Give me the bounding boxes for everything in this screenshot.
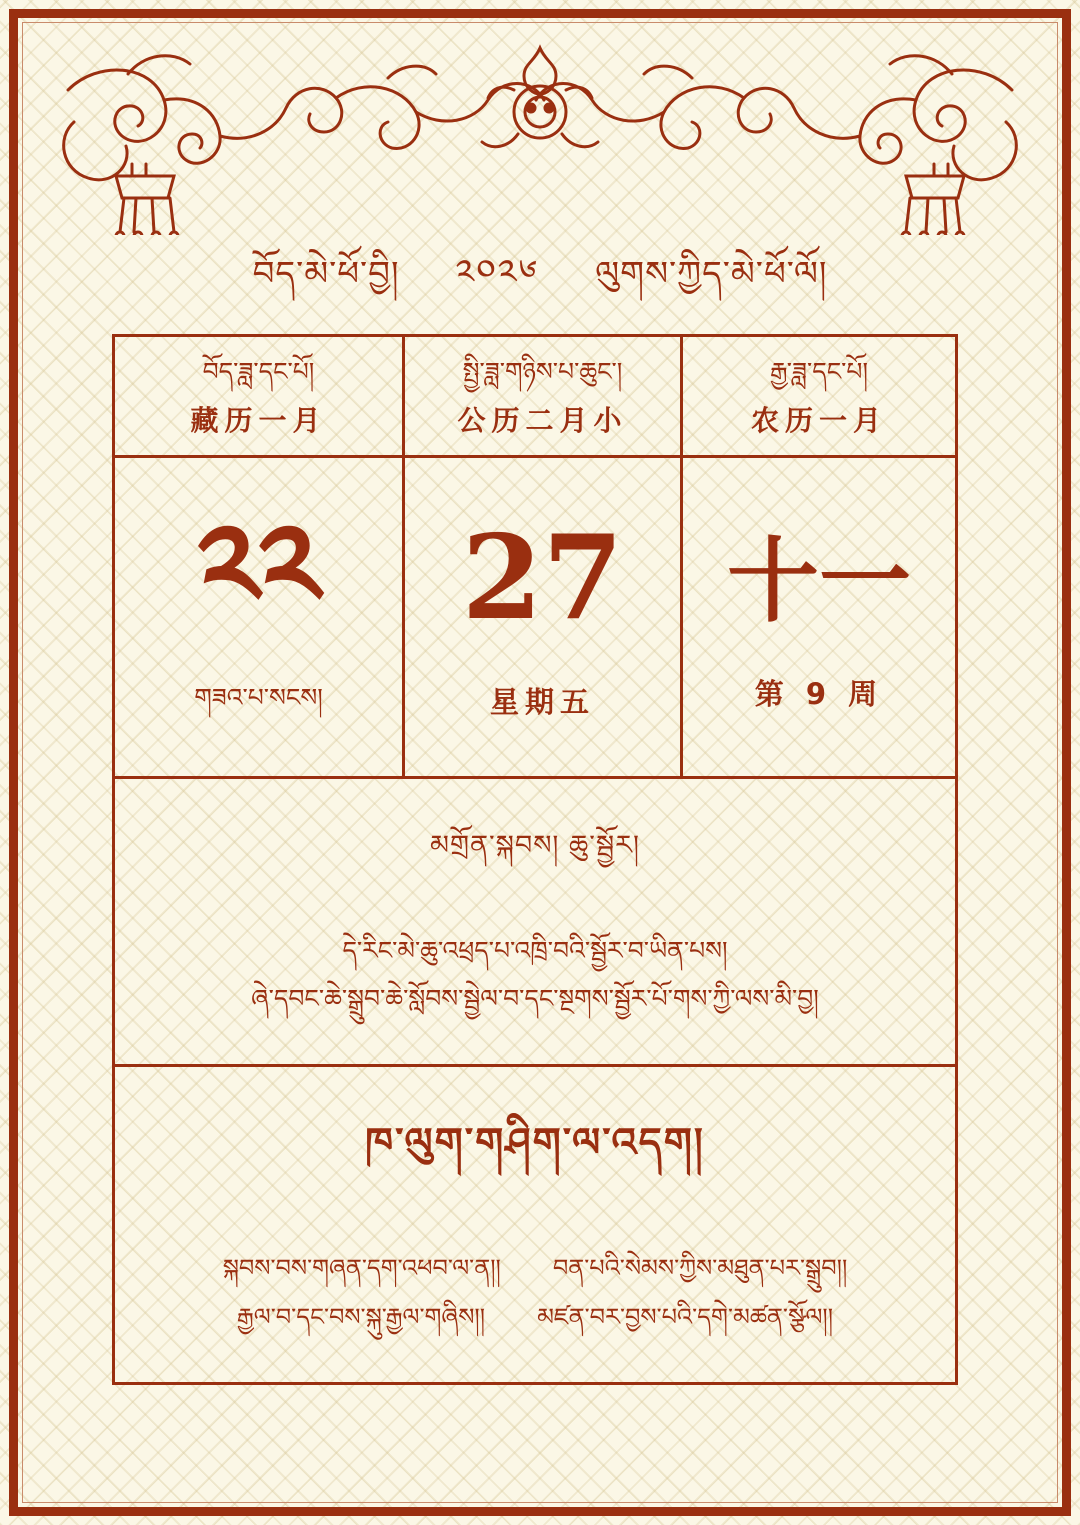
verse-line-2: བན་པའི་སེམས་ཀྱིས་མཐུན་པར་སྒྲུབ།། <box>552 1254 848 1282</box>
tibetan-month-header-tibetan: བོད་ཟླ་དང་པོ། <box>202 357 315 386</box>
lunar-month-header <box>683 337 955 455</box>
verse-block <box>115 1067 955 1382</box>
lunar-day-number: 十一 <box>726 527 911 635</box>
lunar-day-cell <box>683 458 955 776</box>
verse-line-4: མཛན་བར་བྱས་པའི་དགེ་མཚན་སྩོལ།། <box>537 1303 834 1332</box>
tibetan-month-header-chinese: 藏历一月 <box>190 404 327 437</box>
note-line-1: དེ་རིང་མེ་ཆུ་འཕྲད་པ་འཁྲི་བའི་སྦྱོར་བ་ཡིན་པས། <box>342 936 728 965</box>
lunar-month-header-tibetan: རྒྱ་ཟླ་དང་པོ། <box>769 357 869 386</box>
decorative-scrollwork-ornament <box>28 30 1052 235</box>
verse-line-3: རྒྱལ་བ་དང་བས་སྐུ་རྒྱལ་གཞིས།། <box>236 1303 486 1332</box>
verse-line-1: སྐབས་བས་གཞན་དག་འཕབ་ལ་ན།། <box>222 1254 501 1282</box>
calendar-verse-row <box>115 1067 955 1382</box>
verse-line-row-2 <box>139 1293 931 1342</box>
lunar-month-header-chinese: 农历一月 <box>750 404 887 437</box>
verse-line-row-1 <box>139 1244 931 1293</box>
note-block <box>115 779 955 1064</box>
tibetan-day-cell <box>115 458 402 776</box>
verse-title: ཁ་ལུག་གཤིག་ལ་འདག། <box>365 1120 705 1166</box>
calendar-title-row <box>0 232 1080 334</box>
tibetan-weekday-label: གཟའ་པ་སངས། <box>194 682 323 712</box>
gregorian-weekday-label: 星期五 <box>489 684 595 719</box>
calendar-table <box>112 334 958 1385</box>
gregorian-month-header-chinese: 公历二月小 <box>457 404 628 437</box>
week-of-year-label: 第 9 周 <box>754 676 884 711</box>
calendar-day-row <box>115 458 955 779</box>
title-tibetan-left: བོད་མེ་ཕོ་བྱི། <box>252 254 400 294</box>
title-year: ༢༠༢༦ <box>455 253 540 294</box>
gregorian-day-cell <box>402 458 683 776</box>
tibetan-day-number: ༢༢ <box>197 498 320 637</box>
note-heading: མགྲོན་སྐབས། ཆུ་སྦྱོར། <box>430 830 640 861</box>
gregorian-day-number: 27 <box>461 509 624 646</box>
tibetan-month-header <box>115 337 402 455</box>
title-tibetan-right: ལུགས་ཀྱིད་མེ་ཕོ་ལོ། <box>595 254 828 294</box>
calendar-header-row <box>115 337 955 458</box>
gregorian-month-header-tibetan: སྤྱི་ཟླ་གཉིས་པ་ཆུང་། <box>462 357 623 386</box>
note-line-2: ཞེ་དབང་ཆེ་སྒྲུབ་ཆེ་སློབས་སྦྱེལ་བ་དང་སྔགས་སྦྱོར་པོ་གས་ཀྱི་ལས་མི་བྱ། <box>251 983 819 1013</box>
calendar-note-row <box>115 779 955 1067</box>
gregorian-month-header <box>402 337 683 455</box>
